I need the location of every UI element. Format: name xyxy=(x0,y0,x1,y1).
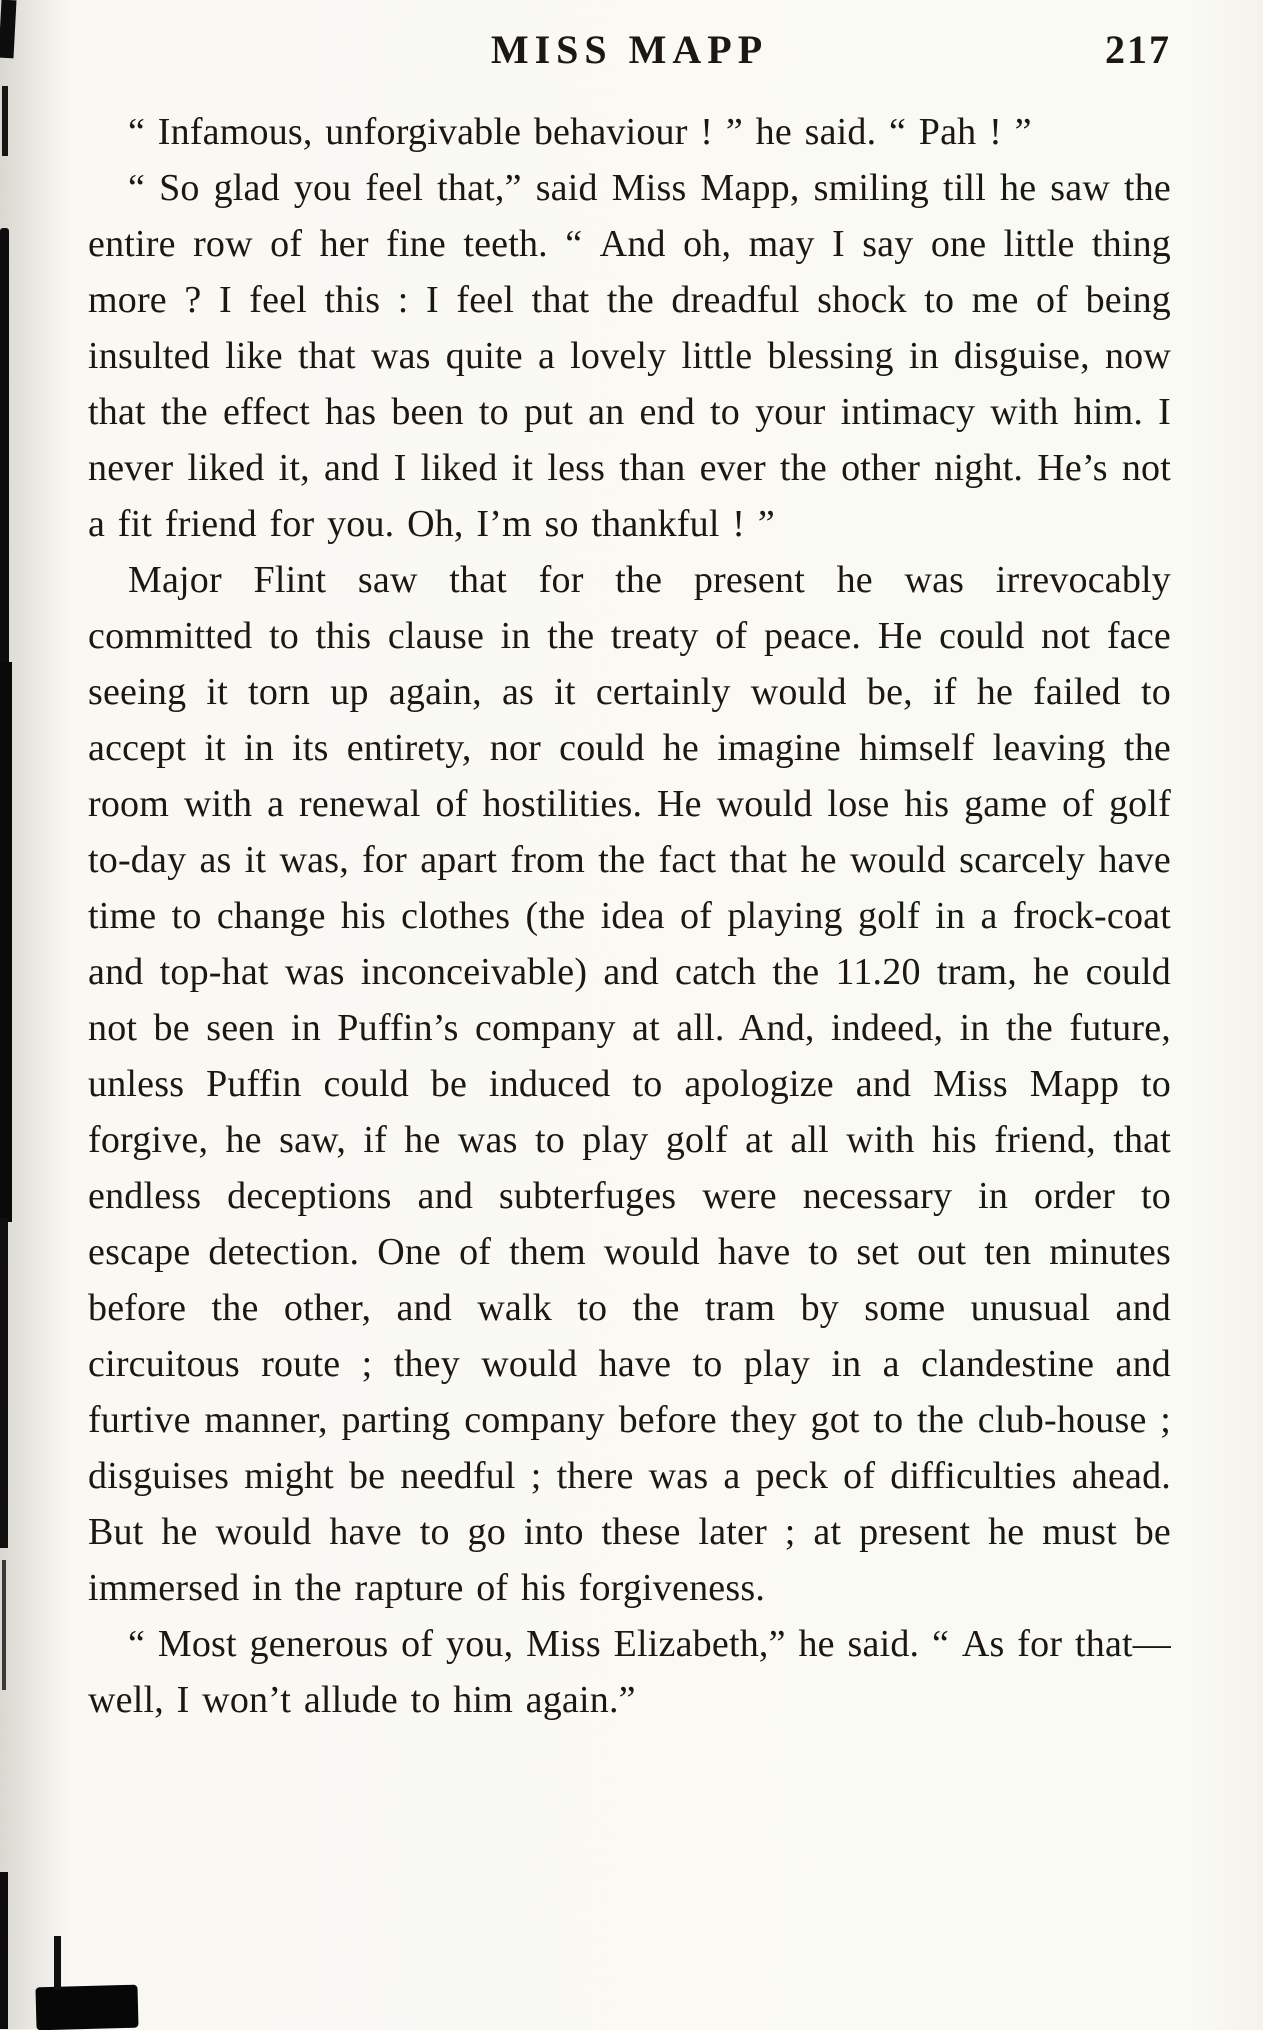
paragraph-dialogue-2: “ So glad you feel that,” said Miss Mapp, smiling till he saw the entire row of her fine teeth. “ And oh, may I say one little thing more ? I feel this : I feel that the dreadful shock to me of being insulted like that was quite a lovely little blessing in disguise, now that the effect has been to put an end to your intimacy with him. I never liked it, and I liked it less than ever the other night. He’s not a fit friend for you. Oh, I’m so thankful ! ” xyxy=(88,167,1171,545)
paragraph-dialogue-1: “ Infamous, unforgivable behaviour ! ” he said. “ Pah ! ” xyxy=(128,111,1032,153)
page-header xyxy=(88,26,1171,80)
page-number: 217 xyxy=(1105,27,1171,72)
page-body xyxy=(88,104,1171,1728)
running-title: MISS MAPP xyxy=(490,27,769,72)
paragraph-narrative: Major Flint saw that for the present he was irrevocably committed to this clause in the treaty of peace. He could not face seeing it torn up again, as it certainly would be, if he failed to accept it in its entirety, nor could he imagine himself leaving the room with a renewal of hostilities. He would lose his game of golf to-day as it was, for apart from the fact that he would scarcely have time to change his clothes (the idea of playing golf in a frock-coat and top-hat was inconceivable) and catch the 11.20 tram, he could not be seen in Puffin’s company at all. And, indeed, in the future, unless Puffin could be induced to apologize and Miss Mapp to forgive, he saw, if he was to play golf at all with his friend, that endless deceptions and subterfuges were necessary in order to escape detection. One of them would have to set out ten minutes before the other, and walk to the tram by some unusual and circuitous route ; they would have to play in a clandestine and furtive manner, parting company before they got to the club-house ; disguises might be needful ; there was a peck of difficulties ahead. But he would have to go into these later ; at present he must be immersed in the rapture of his forgiveness. xyxy=(88,559,1171,1609)
paragraph-dialogue-3: “ Most generous of you, Miss Elizabeth,” he said. “ As for that—well, I won’t allude to him again.” xyxy=(88,1623,1171,1721)
